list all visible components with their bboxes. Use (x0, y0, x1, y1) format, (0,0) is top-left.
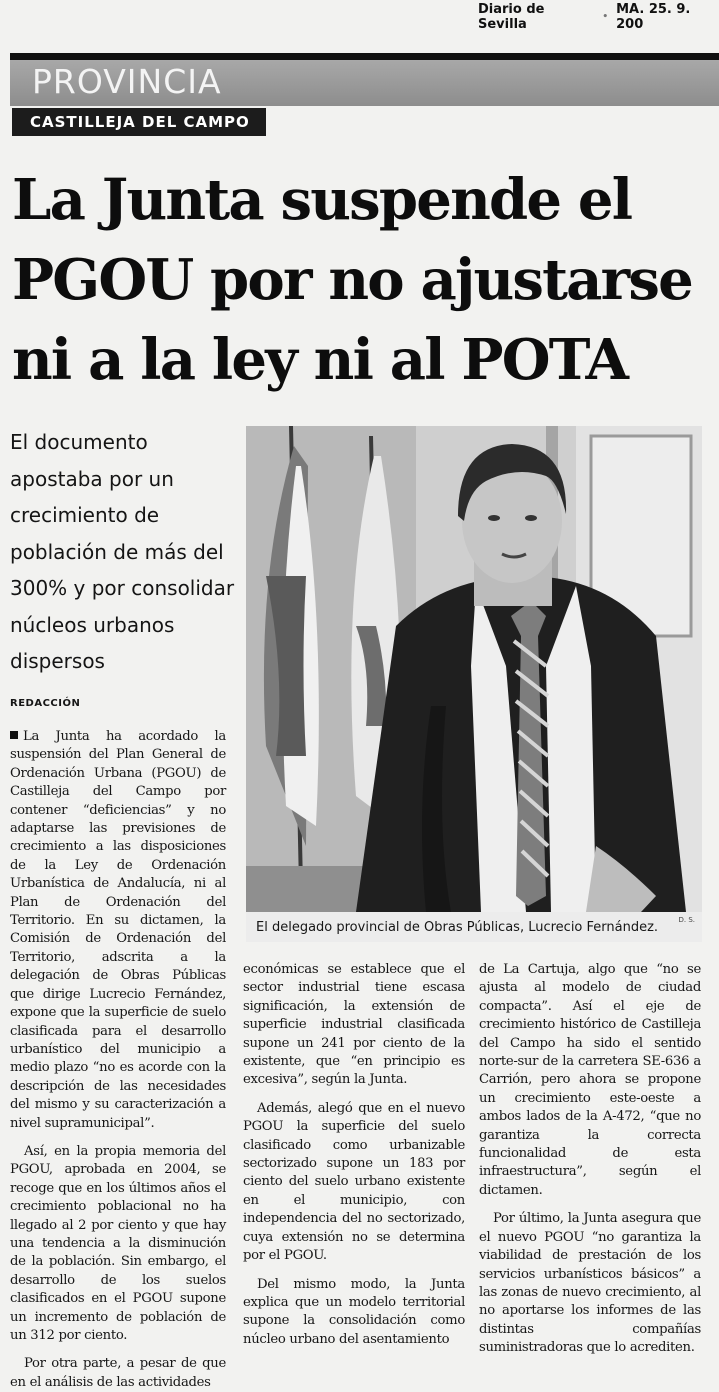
photo-credit: D. S. (678, 916, 695, 924)
paragraph: La Junta ha acordado la suspensión del Plan General de Ordenación Urbana (PGOU) de Castilleja del Campo por contener “deficiencias” y no adaptarse las previsiones de crecimiento a las disposiciones de la Ley de Ordenación Urbanística de Andalucía, ni al Plan de Ordenación del Territorio. En su dictamen, la Comisión de Ordenación del Territorio, adscrita a la delegación de Obras Públicas que dirige Lucrecio Fernández, expone que la superficie de suelo clasificada para el desarrollo urbanístico del municipio a medio plazo “no es acorde con la descripción de las necesidades del mismo y su caracterización a nivel supramunicipal”. (10, 729, 226, 1131)
paragraph: Además, alegó que en el nuevo PGOU la superficie del suelo clasificado como urbanizable sectorizado supone un 183 por ciento del suelo urbano existente en el municipio, con independencia del no sectorizado, cuya extensión no se determina por el PGOU. (243, 1100, 465, 1264)
paragraph: Del mismo modo, la Junta explica que un modelo territorial supone la consolidación como núcleo urbano del asentamiento (243, 1276, 465, 1347)
newspaper-name: Diario de Sevilla (478, 2, 545, 32)
photo-caption: El delegado provincial de Obras Públicas, Lucrecio Fernández. (246, 912, 702, 942)
top-rule (10, 53, 719, 60)
subtitle: El documento apostaba por un crecimiento de población de más del 300% y por consolidar núcleos urbanos dispersos (10, 430, 235, 673)
paragraph: Así, en la propia memoria del PGOU, aprobada en 2004, se recoge que en los últimos años el crecimiento poblacional no ha llegado al 2 por ciento y que hay una tendencia a la disminución de la población. Sin embargo, el desarrollo de los suelos clasificados en el PGOU supone un incremento de población de un 312 por ciento. (10, 1143, 226, 1343)
paragraph: de La Cartuja, algo que “no se ajusta al modelo de ciudad compacta”. Así el eje de crecimiento histórico de Castilleja del Campo ha sido el sentido norte-sur de la carretera SE-636 a Carrión, pero ahora se propone un crecimiento este-oeste a ambos lados de la A-472, “que no garantiza la correcta funcionalidad de esta infraestructura”, según el dictamen. (479, 962, 701, 1198)
body-column-1 (10, 728, 226, 1390)
headline: La Junta suspende el PGOU por no ajustarse ni a la ley ni al POTA (12, 167, 692, 393)
issue-date: MA. 25. 9. 200 (616, 2, 691, 32)
subsection-label: CASTILLEJA DEL CAMPO (12, 108, 266, 136)
byline: REDACCIÓN (10, 698, 81, 709)
paragraph: Por otra parte, a pesar de que en el análisis de las actividades (10, 1356, 226, 1390)
separator-dot: • (602, 12, 609, 22)
portrait-illustration (246, 426, 702, 912)
body-column-2 (243, 961, 465, 1347)
photo (246, 426, 702, 912)
section-name: PROVINCIA (32, 62, 222, 101)
body-column-3 (479, 961, 701, 1356)
bullet-icon (10, 731, 18, 739)
paragraph: Por último, la Junta asegura que el nuevo PGOU “no garantiza la viabilidad de prestación de los servicios urbanísticos básicos” a las zonas de nuevo crecimiento, al no aportarse los informes de las distintas compañías suministradoras que lo acrediten. (479, 1211, 701, 1356)
paragraph: económicas se establece que el sector industrial tiene escasa significación, la extensión de superficie industrial clasificada supone un 241 por ciento de la existente, que “en principio es excesiva”, según la Junta. (243, 962, 465, 1088)
masthead (478, 0, 719, 34)
